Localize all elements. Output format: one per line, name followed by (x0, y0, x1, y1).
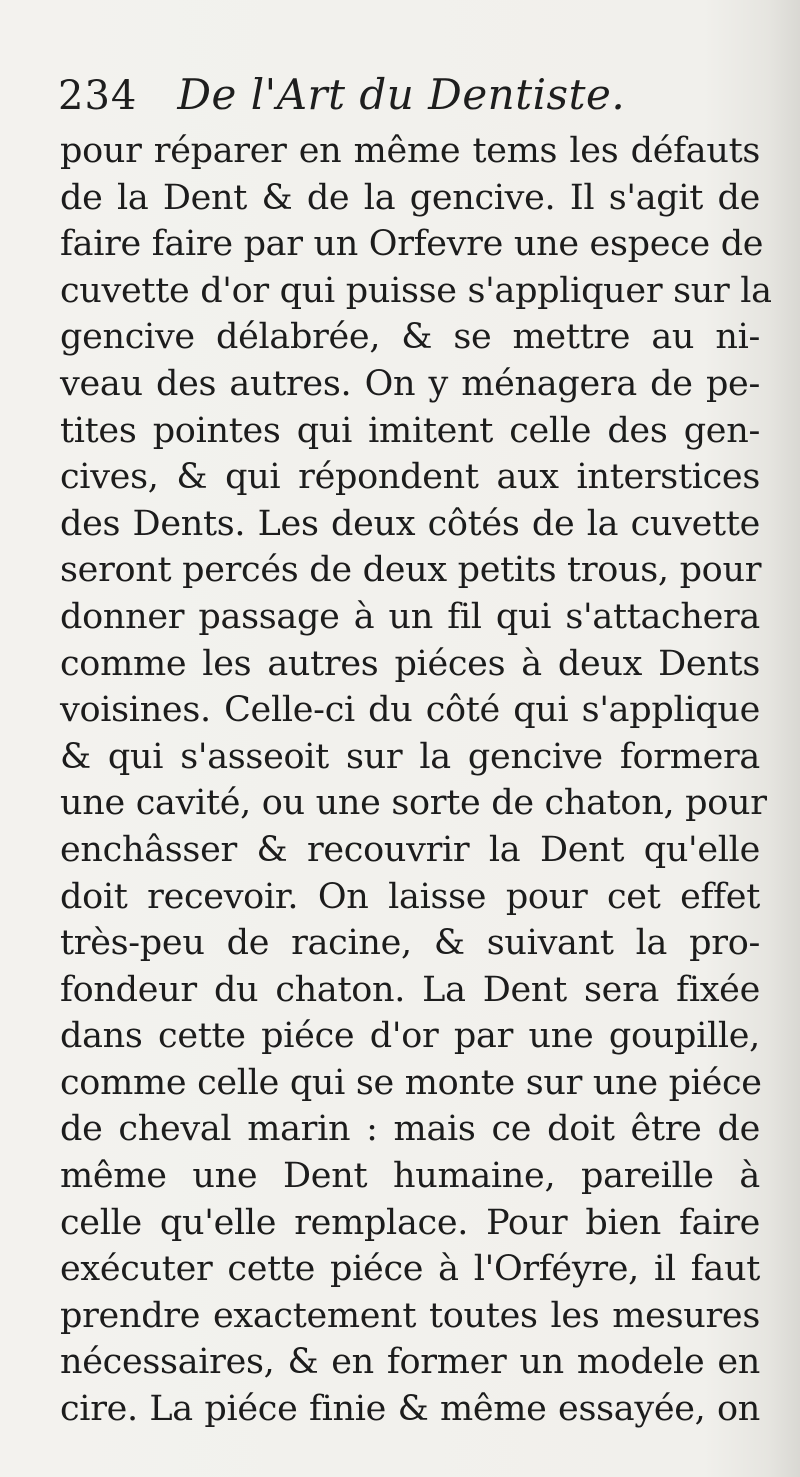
text-line: dans cette piéce d'or par une goupille, (60, 1016, 760, 1057)
text-line: & qui s'asseoit sur la gencive formera (60, 736, 760, 777)
text-line: exécuter cette piéce à l'Orféyre, il faut (60, 1249, 760, 1290)
text-line: voisines. Celle-ci du côté qui s'applique (60, 690, 760, 731)
text-line: nécessaires, & en former un modele en (60, 1342, 760, 1383)
page-header (58, 70, 625, 132)
text-line: de la Dent & de la gencive. Il s'agit de (60, 177, 760, 218)
text-line: faire faire par un Orfevre une espece de (60, 224, 764, 265)
text-line: des Dents. Les deux côtés de la cuvette (60, 503, 760, 544)
text-line: veau des autres. On y ménagera de pe- (60, 363, 760, 404)
text-line: comme celle qui se monte sur une piéce (60, 1062, 762, 1103)
text-line: celle qu'elle remplace. Pour bien faire (60, 1202, 760, 1243)
body-text (60, 128, 772, 1433)
text-line: une cavité, ou une sorte de chaton, pour (60, 783, 767, 824)
text-line: de cheval marin : mais ce doit être de (60, 1109, 760, 1150)
text-line: enchâsser & recouvrir la Dent qu'elle (60, 829, 760, 870)
text-line: doit recevoir. On laisse pour cet effet (60, 876, 760, 917)
running-title: De l'Art du Dentiste. (177, 70, 626, 119)
text-line: tites pointes qui imitent celle des gen- (60, 410, 760, 451)
text-line: prendre exactement toutes les mesures (60, 1295, 760, 1336)
text-line: très-peu de racine, & suivant la pro- (60, 923, 760, 964)
text-line: cuvette d'or qui puisse s'appliquer sur la (60, 270, 772, 311)
text-line: seront percés de deux petits trous, pour (60, 550, 762, 591)
text-line: comme les autres piéces à deux Dents (60, 643, 760, 684)
text-line: pour réparer en même tems les défauts (60, 131, 760, 171)
text-line: cives, & qui répondent aux interstices (60, 457, 760, 498)
text-line: même une Dent humaine, pareille à (60, 1156, 760, 1197)
text-line: cire. La piéce finie & même essayée, on (60, 1389, 760, 1430)
text-line: donner passage à un fil qui s'attachera (60, 596, 760, 637)
page-number: 234 (58, 73, 138, 119)
text-line: fondeur du chaton. La Dent sera fixée (60, 969, 760, 1010)
text-line: gencive délabrée, & se mettre au ni- (60, 317, 760, 358)
